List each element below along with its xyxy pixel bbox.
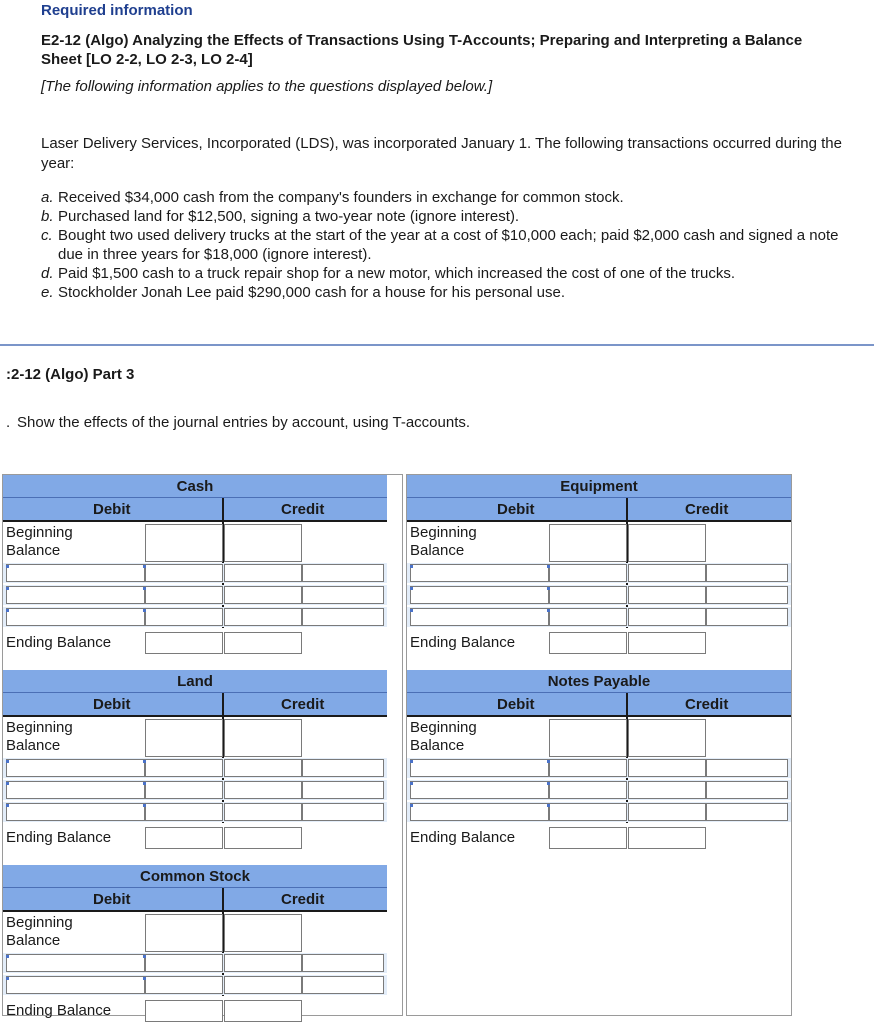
dropdown-marker-icon bbox=[143, 609, 146, 612]
dropdown-marker-icon bbox=[410, 760, 413, 763]
entry-debit-amount-input[interactable] bbox=[549, 781, 627, 799]
entry-credit-amount-input[interactable] bbox=[224, 976, 302, 994]
entry-debit-account-select[interactable] bbox=[6, 586, 145, 604]
ending-debit-input[interactable] bbox=[145, 632, 223, 654]
beginning-credit-input[interactable] bbox=[628, 719, 706, 757]
entry-credit-amount-input[interactable] bbox=[628, 608, 706, 626]
entry-debit-amount-input[interactable] bbox=[549, 803, 627, 821]
credit-header: Credit bbox=[281, 696, 325, 713]
account-name: Cash bbox=[3, 475, 387, 498]
entry-credit-amount-input[interactable] bbox=[224, 954, 302, 972]
t-account-body bbox=[3, 912, 387, 1022]
dropdown-marker-icon bbox=[143, 955, 146, 958]
entry-debit-account-select[interactable] bbox=[410, 781, 549, 799]
t-account-body bbox=[407, 717, 791, 849]
entry-debit-amount-input[interactable] bbox=[549, 564, 627, 582]
entry-debit-account-select[interactable] bbox=[410, 586, 549, 604]
entry-credit-amount-input[interactable] bbox=[224, 608, 302, 626]
credit-header: Credit bbox=[281, 501, 325, 518]
dropdown-marker-icon bbox=[6, 977, 9, 980]
entry-debit-account-select[interactable] bbox=[6, 781, 145, 799]
dropdown-marker-icon bbox=[6, 955, 9, 958]
entry-credit-account-select[interactable] bbox=[706, 803, 788, 821]
beginning-label-line1: Beginning bbox=[6, 914, 73, 931]
header-divider bbox=[222, 498, 224, 520]
dropdown-marker-icon bbox=[6, 782, 9, 785]
debit-credit-header bbox=[407, 693, 791, 717]
dropdown-marker-icon bbox=[6, 587, 9, 590]
beginning-label-line1: Beginning bbox=[6, 524, 73, 541]
dropdown-marker-icon bbox=[547, 609, 550, 612]
dropdown-marker-icon bbox=[547, 782, 550, 785]
beginning-label-line1: Beginning bbox=[410, 524, 477, 541]
dropdown-marker-icon bbox=[410, 565, 413, 568]
ending-balance-label: Ending Balance bbox=[410, 634, 516, 651]
info-note: [The following information applies to the questions displayed below.] bbox=[41, 78, 493, 95]
debit-credit-header bbox=[3, 498, 387, 522]
ending-balance-label: Ending Balance bbox=[6, 829, 112, 846]
account-name: Land bbox=[3, 670, 387, 693]
account-name: Notes Payable bbox=[407, 670, 791, 693]
entry-credit-account-select[interactable] bbox=[706, 781, 788, 799]
entry-debit-amount-input[interactable] bbox=[145, 586, 223, 604]
entry-credit-amount-input[interactable] bbox=[224, 759, 302, 777]
list-item: c. Bought two used delivery trucks at the start of the year at a cost of $10,000 each; paid $2,000 cash and signed a note due in three years for $18,000 (ignore interest). bbox=[41, 227, 839, 263]
beginning-label-line2: Balance bbox=[6, 737, 61, 754]
credit-header: Credit bbox=[685, 696, 729, 713]
debit-credit-header bbox=[3, 693, 387, 717]
header-divider bbox=[626, 498, 628, 520]
entry-credit-account-select[interactable] bbox=[302, 759, 384, 777]
entry-credit-account-select[interactable] bbox=[302, 781, 384, 799]
beginning-label-line2: Balance bbox=[410, 542, 465, 559]
entry-credit-account-select[interactable] bbox=[302, 564, 384, 582]
entry-credit-amount-input[interactable] bbox=[224, 781, 302, 799]
entry-debit-amount-input[interactable] bbox=[145, 803, 223, 821]
entry-debit-account-select[interactable] bbox=[410, 608, 549, 626]
beginning-debit-input[interactable] bbox=[549, 719, 627, 757]
entry-debit-amount-input[interactable] bbox=[145, 759, 223, 777]
t-account-notes-payable bbox=[407, 670, 791, 849]
entry-credit-amount-input[interactable] bbox=[628, 759, 706, 777]
ending-balance-label: Ending Balance bbox=[410, 829, 516, 846]
ending-debit-input[interactable] bbox=[145, 827, 223, 849]
t-account-land bbox=[3, 670, 387, 849]
entry-credit-amount-input[interactable] bbox=[628, 564, 706, 582]
dropdown-marker-icon bbox=[6, 609, 9, 612]
beginning-balance-label bbox=[6, 719, 73, 755]
entry-credit-amount-input[interactable] bbox=[628, 586, 706, 604]
entry-debit-amount-input[interactable] bbox=[145, 976, 223, 994]
account-name: Common Stock bbox=[3, 865, 387, 888]
dropdown-marker-icon bbox=[143, 977, 146, 980]
intro-text: Laser Delivery Services, Incorporated (LDS), was incorporated January 1. The following transactions occurred during the year: bbox=[41, 135, 842, 172]
t-account-body bbox=[3, 717, 387, 849]
dropdown-marker-icon bbox=[410, 782, 413, 785]
t-account-body bbox=[407, 522, 791, 654]
ending-credit-input[interactable] bbox=[224, 827, 302, 849]
ending-credit-input[interactable] bbox=[628, 827, 706, 849]
entry-credit-account-select[interactable] bbox=[302, 803, 384, 821]
entry-credit-account-select[interactable] bbox=[706, 586, 788, 604]
debit-credit-header bbox=[3, 888, 387, 912]
beginning-credit-input[interactable] bbox=[224, 914, 302, 952]
list-item: a. Received $34,000 cash from the company's founders in exchange for common stock. bbox=[41, 189, 624, 206]
instruction-marker: . bbox=[6, 414, 11, 431]
header-divider bbox=[222, 693, 224, 715]
t-account-equipment bbox=[407, 475, 791, 654]
beginning-balance-label bbox=[410, 719, 477, 755]
account-name: Equipment bbox=[407, 475, 791, 498]
entry-credit-account-select[interactable] bbox=[302, 608, 384, 626]
list-item: e. Stockholder Jonah Lee paid $290,000 cash for a house for his personal use. bbox=[41, 284, 566, 301]
dropdown-marker-icon bbox=[547, 760, 550, 763]
beginning-label-line2: Balance bbox=[410, 737, 465, 754]
ending-credit-input[interactable] bbox=[224, 1000, 302, 1022]
dropdown-marker-icon bbox=[547, 587, 550, 590]
beginning-debit-input[interactable] bbox=[145, 719, 223, 757]
dropdown-marker-icon bbox=[6, 804, 9, 807]
credit-header: Credit bbox=[281, 891, 325, 908]
dropdown-marker-icon bbox=[410, 804, 413, 807]
ending-credit-input[interactable] bbox=[224, 632, 302, 654]
beginning-label-line1: Beginning bbox=[410, 719, 477, 736]
entry-credit-amount-input[interactable] bbox=[224, 803, 302, 821]
ending-credit-input[interactable] bbox=[628, 632, 706, 654]
header-divider bbox=[222, 888, 224, 910]
beginning-balance-label bbox=[6, 524, 73, 560]
dropdown-marker-icon bbox=[410, 587, 413, 590]
entry-debit-amount-input[interactable] bbox=[549, 759, 627, 777]
dropdown-marker-icon bbox=[143, 782, 146, 785]
t-account-common-stock bbox=[3, 865, 387, 1022]
entry-debit-account-select[interactable] bbox=[6, 608, 145, 626]
entry-debit-amount-input[interactable] bbox=[549, 586, 627, 604]
entry-credit-amount-input[interactable] bbox=[628, 803, 706, 821]
dropdown-marker-icon bbox=[410, 609, 413, 612]
dropdown-marker-icon bbox=[6, 565, 9, 568]
beginning-balance-label bbox=[410, 524, 477, 560]
entry-debit-amount-input[interactable] bbox=[145, 781, 223, 799]
entry-debit-account-select[interactable] bbox=[6, 976, 145, 994]
beginning-balance-label bbox=[6, 914, 73, 950]
entry-credit-account-select[interactable] bbox=[302, 954, 384, 972]
ending-balance-label: Ending Balance bbox=[6, 1002, 112, 1019]
debit-header: Debit bbox=[497, 696, 535, 713]
beginning-credit-input[interactable] bbox=[224, 719, 302, 757]
entry-credit-account-select[interactable] bbox=[302, 586, 384, 604]
dropdown-marker-icon bbox=[143, 760, 146, 763]
list-item: d. Paid $1,500 cash to a truck repair shop for a new motor, which increased the cost of one of the trucks. bbox=[41, 265, 736, 282]
instruction-text: Show the effects of the journal entries by account, using T-accounts. bbox=[17, 414, 471, 431]
dropdown-marker-icon bbox=[6, 760, 9, 763]
t-account-cash bbox=[3, 475, 387, 654]
ending-debit-input[interactable] bbox=[145, 1000, 223, 1022]
credit-header: Credit bbox=[685, 501, 729, 518]
beginning-credit-input[interactable] bbox=[628, 524, 706, 562]
section-divider bbox=[0, 344, 874, 346]
required-information-label: Required information bbox=[41, 2, 193, 19]
entry-debit-amount-input[interactable] bbox=[145, 608, 223, 626]
entry-credit-account-select[interactable] bbox=[706, 608, 788, 626]
exercise-title: E2-12 (Algo) Analyzing the Effects of Transactions Using T-Accounts; Preparing and Interpreting a Balance Sheet [LO 2-2, LO 2-3, LO 2-4] bbox=[41, 32, 803, 68]
ending-balance-label: Ending Balance bbox=[6, 634, 112, 651]
beginning-label-line1: Beginning bbox=[6, 719, 73, 736]
entry-credit-amount-input[interactable] bbox=[224, 586, 302, 604]
entry-debit-amount-input[interactable] bbox=[145, 564, 223, 582]
dropdown-marker-icon bbox=[143, 587, 146, 590]
entry-debit-account-select[interactable] bbox=[6, 759, 145, 777]
ending-debit-input[interactable] bbox=[549, 632, 627, 654]
header-divider bbox=[626, 693, 628, 715]
debit-header: Debit bbox=[93, 891, 131, 908]
list-item: b. Purchased land for $12,500, signing a two-year note (ignore interest). bbox=[41, 208, 520, 225]
beginning-credit-input[interactable] bbox=[224, 524, 302, 562]
dropdown-marker-icon bbox=[547, 804, 550, 807]
beginning-label-line2: Balance bbox=[6, 542, 61, 559]
debit-header: Debit bbox=[93, 501, 131, 518]
entry-credit-account-select[interactable] bbox=[706, 564, 788, 582]
ending-debit-input[interactable] bbox=[549, 827, 627, 849]
entry-credit-amount-input[interactable] bbox=[628, 781, 706, 799]
entry-debit-amount-input[interactable] bbox=[549, 608, 627, 626]
transaction-list bbox=[41, 188, 861, 302]
beginning-debit-input[interactable] bbox=[549, 524, 627, 562]
entry-debit-account-select[interactable] bbox=[410, 564, 549, 582]
t-account-body bbox=[3, 522, 387, 654]
entry-debit-account-select[interactable] bbox=[6, 564, 145, 582]
part-title: :2-12 (Algo) Part 3 bbox=[6, 366, 135, 383]
entry-debit-account-select[interactable] bbox=[6, 954, 145, 972]
debit-header: Debit bbox=[497, 501, 535, 518]
dropdown-marker-icon bbox=[143, 804, 146, 807]
debit-header: Debit bbox=[93, 696, 131, 713]
entry-credit-account-select[interactable] bbox=[706, 759, 788, 777]
entry-credit-account-select[interactable] bbox=[302, 976, 384, 994]
entry-debit-account-select[interactable] bbox=[410, 803, 549, 821]
entry-debit-account-select[interactable] bbox=[6, 803, 145, 821]
entry-debit-account-select[interactable] bbox=[410, 759, 549, 777]
entry-credit-amount-input[interactable] bbox=[224, 564, 302, 582]
beginning-label-line2: Balance bbox=[6, 932, 61, 949]
beginning-debit-input[interactable] bbox=[145, 524, 223, 562]
dropdown-marker-icon bbox=[143, 565, 146, 568]
dropdown-marker-icon bbox=[547, 565, 550, 568]
beginning-debit-input[interactable] bbox=[145, 914, 223, 952]
entry-debit-amount-input[interactable] bbox=[145, 954, 223, 972]
debit-credit-header bbox=[407, 498, 791, 522]
